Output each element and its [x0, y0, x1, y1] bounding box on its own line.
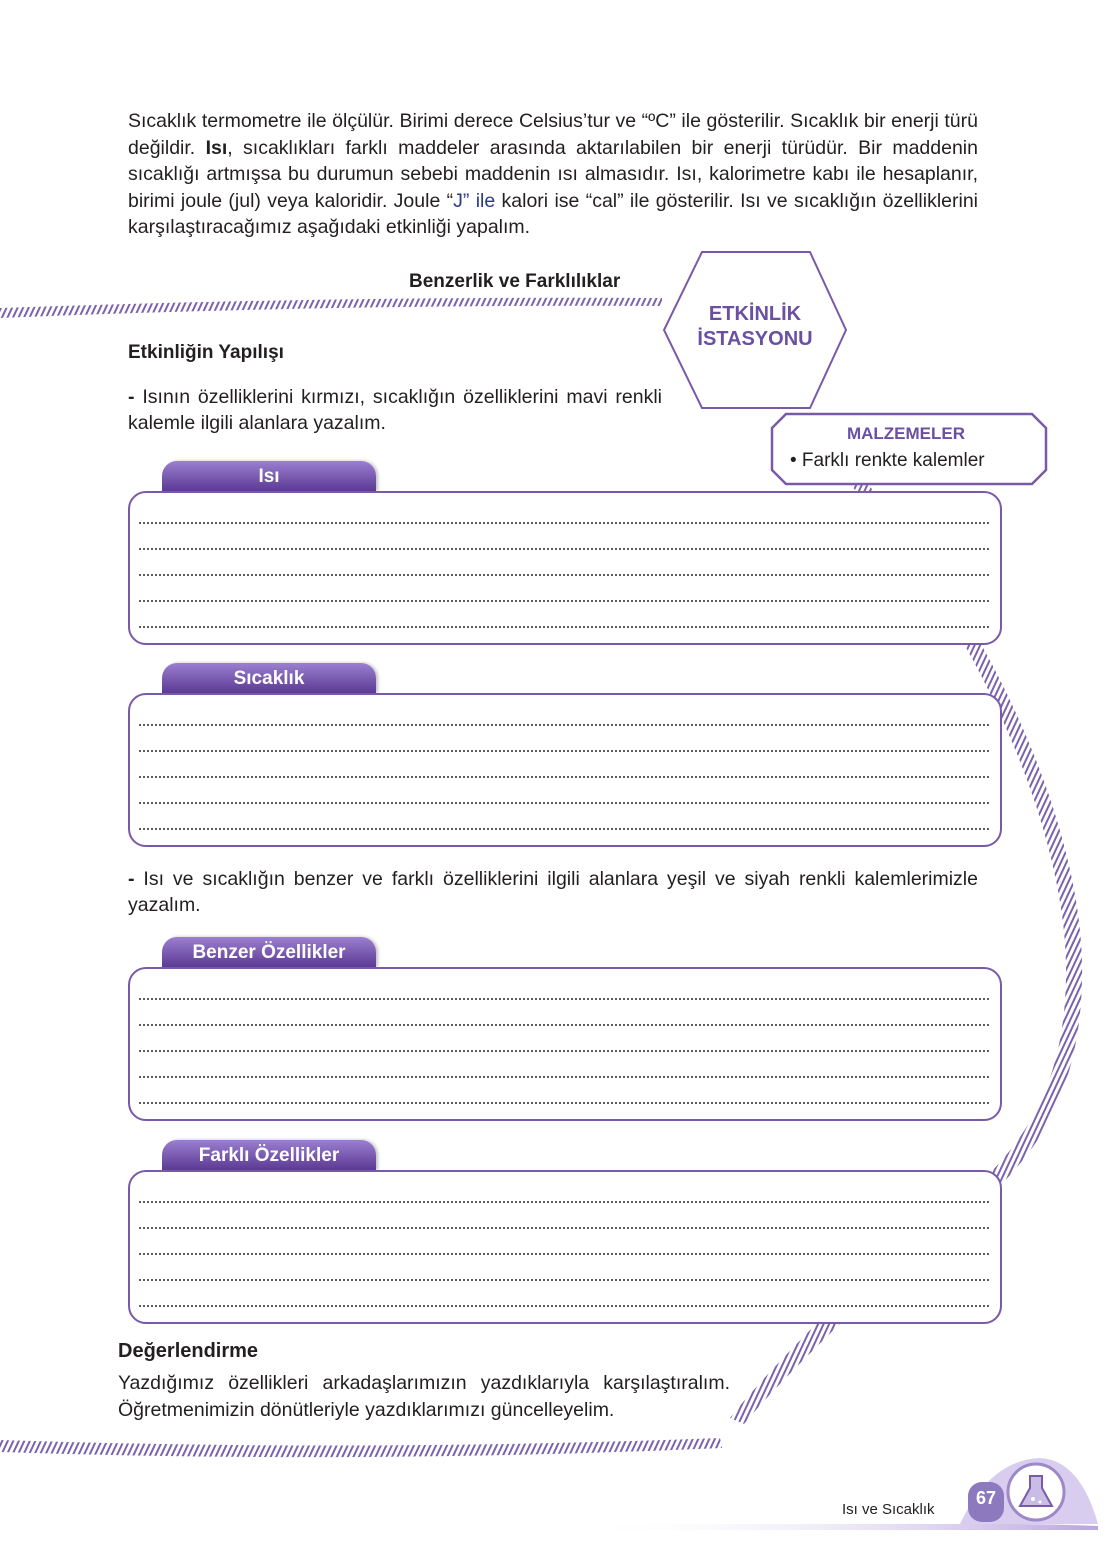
tab-benzer-ozellikler: Benzer Özellikler — [162, 937, 376, 967]
step2-dash: - — [128, 868, 135, 890]
dotted-line — [138, 750, 990, 752]
answer-box-isi[interactable] — [128, 491, 1002, 645]
intro-blue-text: J” ile — [453, 189, 496, 212]
procedure-title: Etkinliğin Yapılışı — [128, 342, 284, 363]
answer-box-sicaklik[interactable] — [128, 693, 1002, 847]
dotted-line — [138, 828, 990, 830]
dotted-line — [138, 626, 990, 628]
intro-text-3: kalori ise “cal” ile gösterilir. Isı ve sıcaklığın özelliklerini karşılaştıracağımız aşağıdaki etkinliği yapalım. — [128, 189, 978, 238]
dotted-line — [138, 1279, 990, 1281]
tab-sicaklik: Sıcaklık — [162, 663, 376, 693]
dotted-line — [138, 1024, 990, 1026]
step1-text: Isının özelliklerini kırmızı, sıcaklığın özelliklerini mavi renkli kalemle ilgili alanlara yazalım. — [128, 386, 662, 434]
dotted-line — [138, 574, 990, 576]
station-label-line2: İSTASYONU — [697, 328, 813, 350]
top-ribbon — [0, 298, 662, 318]
dotted-line — [138, 776, 990, 778]
dotted-line — [138, 1253, 990, 1255]
intro-paragraph — [128, 108, 978, 241]
step1-dash: - — [128, 386, 135, 408]
dotted-line — [138, 600, 990, 602]
intro-text-2: , sıcaklıkları farklı maddeler arasında aktarılabilen bir enerji türüdür. Bir maddenin sıcaklığı artmışsa bu durumun sebebi maddenin ısı almasıdır. Isı, kalorimetre kabı ile hesaplanır, birimi joule (jul) veya kaloridir. Joule “ — [128, 136, 978, 212]
procedure-step-2 — [128, 866, 978, 918]
page-number: 67 — [975, 1488, 997, 1508]
evaluation-text: Yazdığımız özellikleri arkadaşlarımızın yazdıklarıyla karşılaştıralım. Öğretmenimizin dönütleriyle yazdıklarımızı güncelleyelim. — [118, 1372, 730, 1421]
bottom-ribbon — [0, 1438, 722, 1457]
dotted-line — [138, 1305, 990, 1307]
answer-box-benzer[interactable] — [128, 967, 1002, 1121]
dotted-line — [138, 1201, 990, 1203]
dotted-line — [138, 1076, 990, 1078]
station-label — [668, 302, 842, 352]
section-title: Benzerlik ve Farklılıklar — [409, 271, 621, 292]
station-label-line1: ETKİNLİK — [708, 303, 802, 325]
intro-bold-term: Isı — [205, 136, 228, 159]
dotted-line — [138, 548, 990, 550]
materials-title: MALZEMELER — [846, 424, 966, 443]
answer-box-farkli[interactable] — [128, 1170, 1002, 1324]
step2-text: Isı ve sıcaklığın benzer ve farklı özelliklerini ilgili alanlara yeşil ve siyah renkli kalemlerimizle yazalım. — [128, 868, 978, 916]
dotted-line — [138, 998, 990, 1000]
footer-unit-label: Isı ve Sıcaklık — [842, 1501, 935, 1518]
dotted-line — [138, 802, 990, 804]
dotted-line — [138, 1102, 990, 1104]
intro-text-1: Sıcaklık termometre ile ölçülür. Birimi derece Celsius’tur ve “ºC” ile gösterilir. Sıcaklık bir enerji türü değildir. — [128, 110, 978, 159]
dotted-line — [138, 1050, 990, 1052]
footer-swoosh — [580, 1524, 1098, 1530]
procedure-step-1 — [128, 384, 662, 436]
tab-farkli-ozellikler: Farklı Özellikler — [162, 1140, 376, 1170]
dotted-line — [138, 522, 990, 524]
materials-item: • Farklı renkte kalemler — [790, 450, 985, 471]
tab-isi: Isı — [162, 461, 376, 491]
dotted-line — [138, 724, 990, 726]
dotted-line — [138, 1227, 990, 1229]
evaluation-title: Değerlendirme — [118, 1340, 259, 1362]
